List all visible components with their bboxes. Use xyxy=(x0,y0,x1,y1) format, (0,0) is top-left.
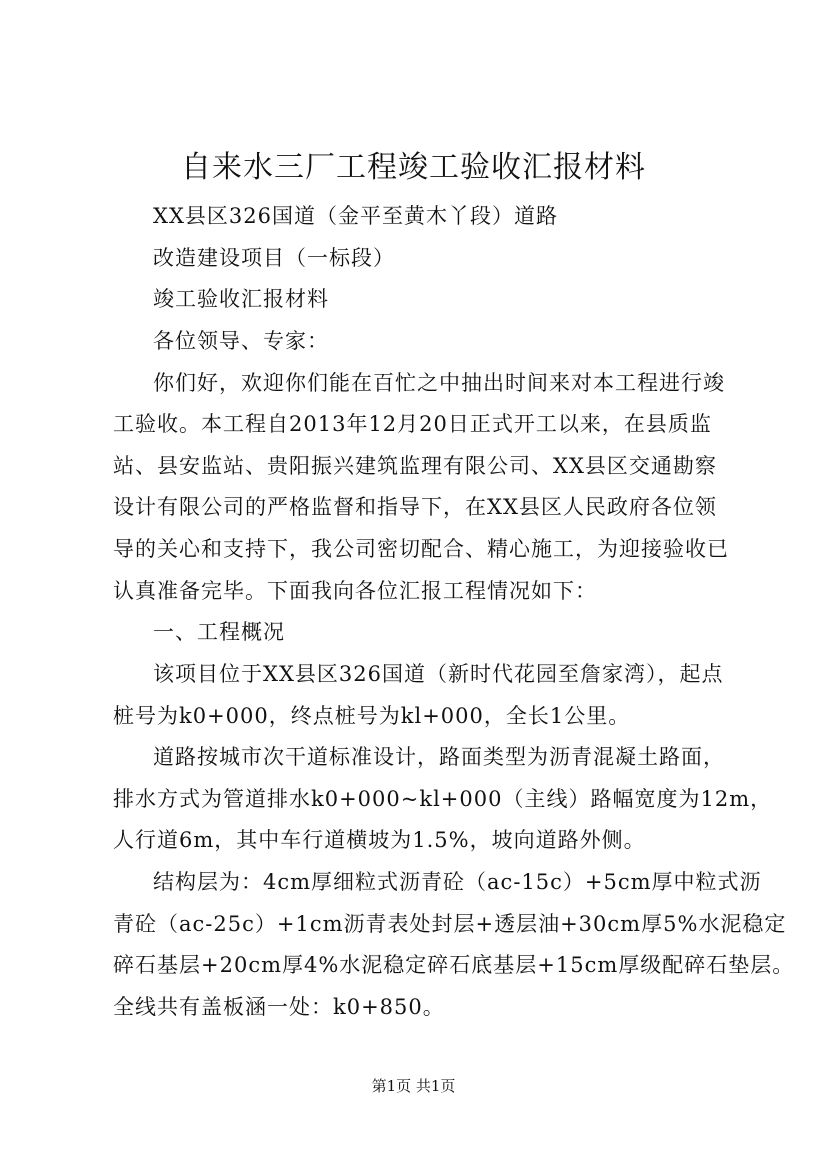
text-line: XX县区326国道（金平至黄木丫段）道路 xyxy=(153,204,558,228)
text-line: 认真准备完毕。下面我向各位汇报工程情况如下： xyxy=(113,579,597,603)
text-line: 你们好，欢迎你们能在百忙之中抽出时间来对本工程进行竣 xyxy=(153,371,725,395)
text-line: 人行道6m，其中车行道横坡为1.5%，坡向道路外侧。 xyxy=(113,828,646,852)
text-line: 工验收。本工程自2013年12月20日正式开工以来，在县质监 xyxy=(113,412,712,436)
text-line: 站、县安监站、贵阳振兴建筑监理有限公司、XX县区交通勘察 xyxy=(113,454,717,478)
page-number: 第1页 共1页 xyxy=(371,1077,456,1095)
text-line: 碎石基层+20cm厚4%水泥稳定碎石底基层+15cm厚级配碎石垫层。 xyxy=(113,953,795,977)
text-line: 排水方式为管道排水k0+000~kl+000（主线）路幅宽度为12m， xyxy=(113,787,773,811)
section-heading: 一、工程概况 xyxy=(153,620,285,644)
document-title: 自来水三厂工程竣工验收汇报材料 xyxy=(181,150,646,185)
text-line: 结构层为：4cm厚细粒式沥青砼（ac-15c）+5cm厚中粒式沥 xyxy=(153,870,762,894)
text-line: 竣工验收汇报材料 xyxy=(153,287,329,311)
text-line: 改造建设项目（一标段） xyxy=(153,246,395,270)
text-line: 桩号为k0+000，终点桩号为kl+000，全长1公里。 xyxy=(113,704,631,728)
text-line: 道路按城市次干道标准设计，路面类型为沥青混凝土路面， xyxy=(153,745,725,769)
text-line: 该项目位于XX县区326国道（新时代花园至詹家湾），起点 xyxy=(153,662,724,686)
text-line: 各位领导、专家： xyxy=(153,329,329,353)
text-line: 设计有限公司的严格监督和指导下，在XX县区人民政府各位领 xyxy=(113,495,717,519)
text-line: 全线共有盖板涵一处：k0+850。 xyxy=(113,995,445,1019)
text-line: 青砼（ac-25c）+1cm沥青表处封层+透层油+30cm厚5%水泥稳定 xyxy=(113,912,787,936)
text-line: 导的关心和支持下，我公司密切配合、精心施工，为迎接验收已 xyxy=(113,537,729,561)
